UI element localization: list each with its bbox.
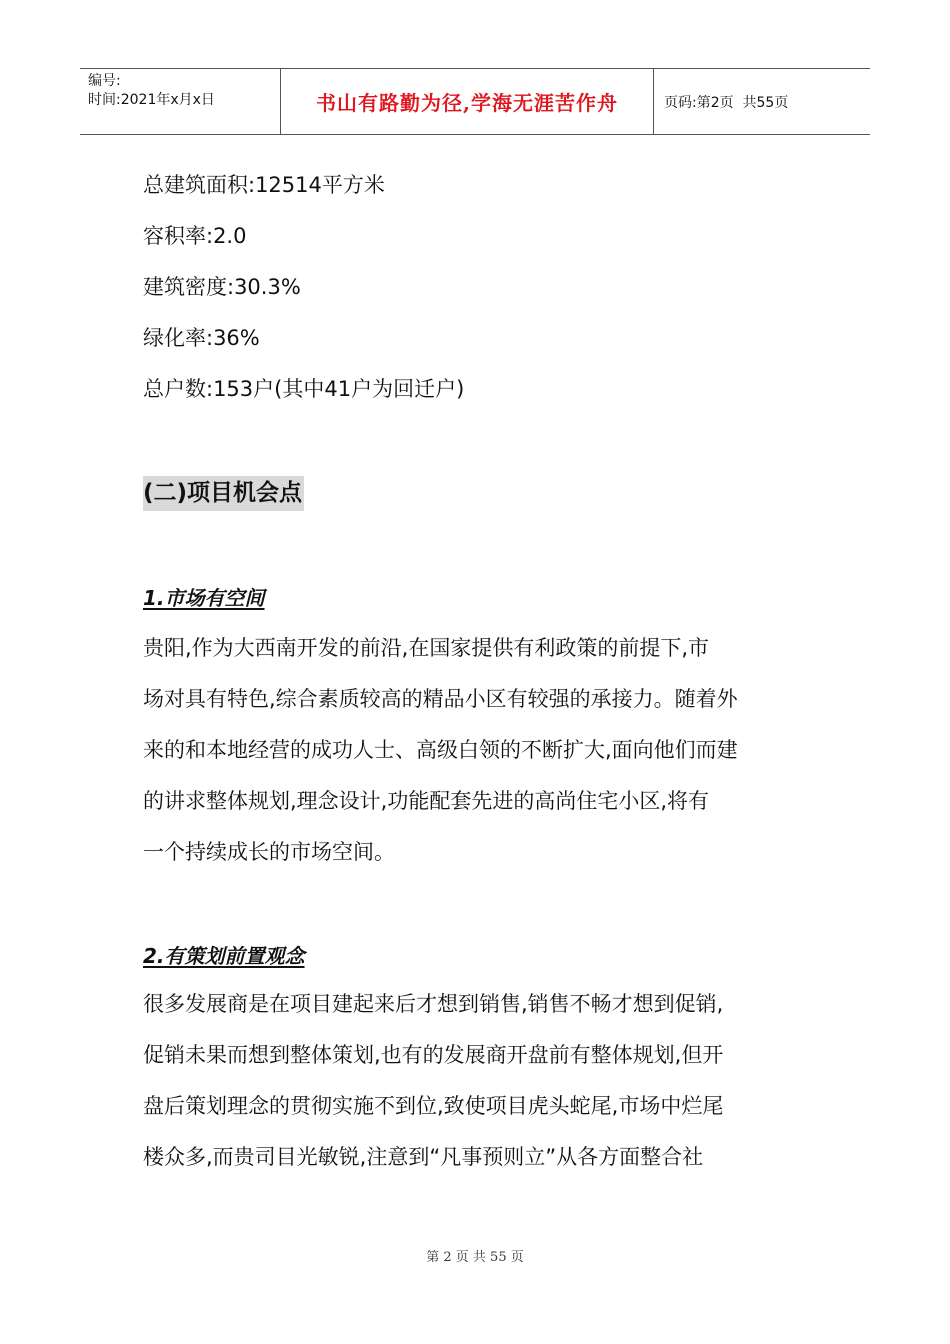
stat-green-ratio: 绿化率:36%: [143, 326, 260, 350]
paragraph-line: 一个持续成长的市场空间。: [143, 840, 395, 864]
paragraph-market: [143, 623, 808, 878]
header-number-label: 编号:: [88, 73, 121, 89]
paragraph-line: 很多发展商是在项目建起来后才想到销售,销售不畅才想到促销,: [143, 992, 724, 1016]
header-page-code-text: 页码:第2页 共55页: [664, 94, 789, 111]
subsection-title-market: 1.市场有空间: [143, 586, 265, 610]
header-page-code: [654, 69, 870, 134]
stat-total-floor-area: 总建筑面积:12514平方米: [143, 173, 385, 197]
page-header: [80, 68, 870, 135]
page-footer: 第 2 页 共 55 页: [426, 1250, 524, 1265]
paragraph-line: 楼众多,而贵司目光敏锐,注意到“凡事预则立”从各方面整合社: [143, 1145, 704, 1169]
header-time-label: 时间:2021年x月x日: [88, 92, 215, 108]
header-meta: [80, 69, 281, 134]
stat-building-density: 建筑密度:30.3%: [143, 275, 301, 299]
stat-households: 总户数:153户(其中41户为回迁户): [143, 377, 465, 401]
paragraph-line: 场对具有特色,综合素质较高的精品小区有较强的承接力。随着外: [143, 687, 738, 711]
subsection-title-planning: 2.有策划前置观念: [143, 944, 305, 968]
paragraph-line: 盘后策划理念的贯彻实施不到位,致使项目虎头蛇尾,市场中烂尾: [143, 1094, 724, 1118]
paragraph-line: 来的和本地经营的成功人士、高级白领的不断扩大,面向他们而建: [143, 738, 738, 762]
header-motto: 书山有路勤为径,学海无涯苦作舟: [281, 69, 654, 134]
section-title: (二)项目机会点: [143, 476, 304, 511]
paragraph-line: 促销未果而想到整体策划,也有的发展商开盘前有整体规划,但开: [143, 1043, 724, 1067]
paragraph-line: 贵阳,作为大西南开发的前沿,在国家提供有利政策的前提下,市: [143, 636, 710, 660]
stat-plot-ratio: 容积率:2.0: [143, 224, 247, 248]
stats-list: [143, 160, 813, 415]
paragraph-planning: [143, 979, 808, 1183]
paragraph-line: 的讲求整体规划,理念设计,功能配套先进的高尚住宅小区,将有: [143, 789, 710, 813]
